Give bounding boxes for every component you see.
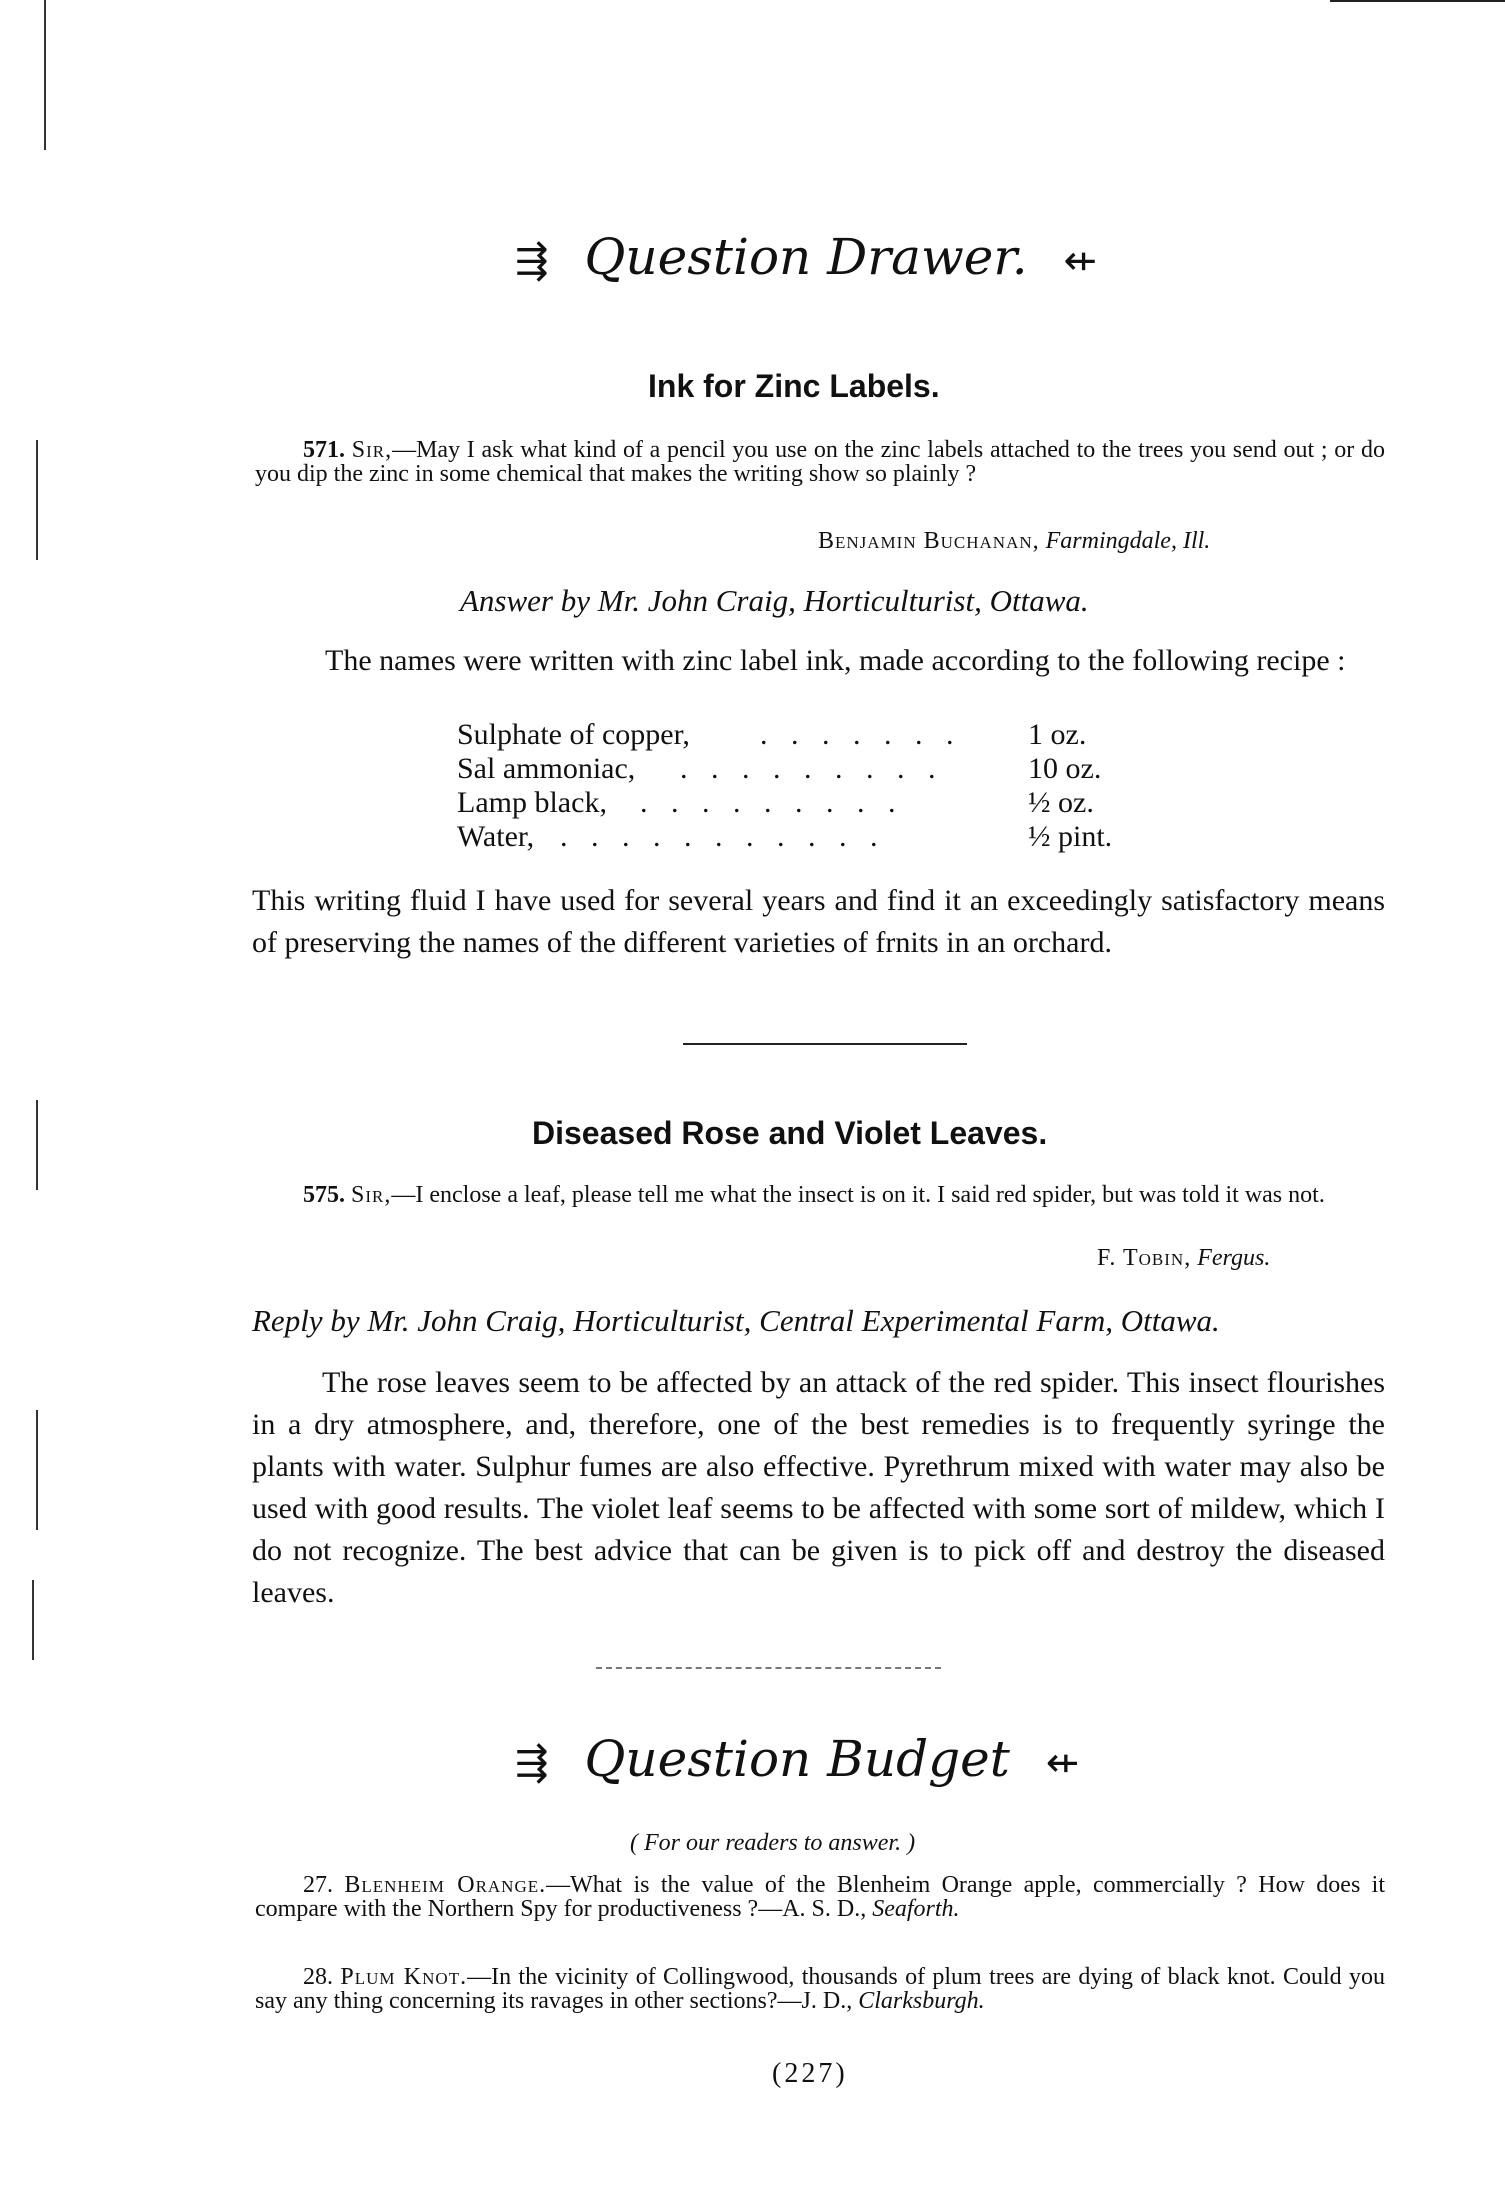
budget-item-number: 28. bbox=[303, 1964, 333, 1990]
question-letter-575 bbox=[255, 1183, 1385, 1207]
recipe-item: Water, bbox=[457, 820, 535, 853]
margin-scan-line bbox=[32, 1580, 34, 1660]
question-salutation: Sir, bbox=[351, 437, 393, 463]
right-ornament-icon: ⇷ bbox=[1063, 238, 1098, 284]
budget-item-heading: Blenheim Orange. bbox=[344, 1872, 547, 1898]
question-text: —I enclose a leaf, please tell me what the insect is on it. I said red spider, but was told it was not. bbox=[391, 1182, 1325, 1208]
reply-body-text: The rose leaves seem to be affected by an attack of the red spider. This insect flourishes in a dry atmosphere, and, therefore, one of the best remedies is to frequently syringe the plants with water. Sulphur fumes are also effective. Pyrethrum mixed with water may also be used with good results. The violet leaf seems to be affected with some sort of mildew, which I do not recognize. The best advice that can be given is to pick off and destroy the diseased leaves. bbox=[252, 1366, 1385, 1609]
right-ornament-icon: ⇷ bbox=[1045, 1740, 1080, 1786]
margin-scan-line bbox=[44, 0, 46, 150]
recipe-quantity: ½ oz. bbox=[1028, 786, 1094, 819]
recipe-leader: . . . . . . . . . bbox=[640, 786, 904, 819]
recipe-quantity: 10 oz. bbox=[1028, 752, 1102, 785]
question-drawer-heading bbox=[515, 228, 1097, 286]
signature-name: F. Tobin, bbox=[1097, 1245, 1192, 1271]
budget-item-text: —What is the value of the Blenheim Orange apple, commercially ? How does it compare with the Northern Spy for productiveness ?—A. S. D., bbox=[255, 1872, 1385, 1922]
budget-item-28 bbox=[255, 1965, 1385, 2013]
question-text: —May I ask what kind of a pencil you use on the zinc labels attached to the trees you send out ; or do you dip the zinc in some chemical that makes the writing show so plainly ? bbox=[255, 437, 1386, 487]
budget-item-heading: Plum Knot. bbox=[340, 1964, 468, 1990]
budget-item-number: 27. bbox=[303, 1872, 333, 1898]
margin-scan-line bbox=[36, 1100, 38, 1190]
left-ornament-icon: ⇶ bbox=[515, 238, 549, 284]
budget-item-place: Clarksburgh. bbox=[858, 1988, 985, 2014]
answer-heading: Answer by Mr. John Craig, Horticulturist, Ottawa. bbox=[460, 583, 1089, 618]
budget-item-27 bbox=[255, 1873, 1385, 1921]
article-title-rose-violet: Diseased Rose and Violet Leaves. bbox=[532, 1115, 1048, 1151]
reply-body bbox=[252, 1362, 1385, 1614]
dotted-divider bbox=[596, 1667, 941, 1670]
question-letter-571 bbox=[255, 438, 1385, 486]
signature-name: Benjamin Buchanan, bbox=[818, 528, 1040, 554]
margin-scan-line bbox=[36, 1410, 38, 1530]
answer-body-text: This writing fluid I have used for several years and find it an exceedingly satisfactory means of preserving the names of the different varieties of frnits in an orchard. bbox=[252, 884, 1385, 959]
budget-item-text: —In the vicinity of Collingwood, thousands of plum trees are dying of black knot. Could you say any thing concerning its ravages in other sections?—J. D., bbox=[255, 1964, 1385, 2014]
answer-intro bbox=[255, 640, 1385, 682]
question-signature bbox=[1097, 1245, 1270, 1272]
recipe-item: Lamp black, bbox=[457, 786, 607, 819]
signature-place: Farmingdale, Ill. bbox=[1045, 528, 1211, 554]
margin-scan-line bbox=[36, 440, 38, 560]
question-signature bbox=[818, 528, 1210, 555]
answer-intro-text: The names were written with zinc label ink, made according to the following recipe : bbox=[325, 644, 1346, 677]
left-ornament-icon: ⇶ bbox=[515, 1740, 549, 1786]
budget-item-place: Seaforth. bbox=[872, 1896, 960, 1922]
question-number: 575. bbox=[303, 1182, 345, 1208]
recipe-quantity: 1 oz. bbox=[1028, 718, 1087, 751]
answer-body bbox=[252, 880, 1385, 964]
recipe-item: Sal ammoniac, bbox=[457, 752, 636, 785]
recipe-leader: . . . . . . . bbox=[760, 718, 962, 751]
question-drawer-title: Question Drawer. bbox=[584, 228, 1028, 286]
article-title-zinc-labels: Ink for Zinc Labels. bbox=[648, 368, 940, 404]
question-number: 571. bbox=[303, 437, 345, 463]
question-budget-subtitle: ( For our readers to answer. ) bbox=[630, 1830, 916, 1856]
question-budget-title: Question Budget bbox=[584, 1730, 1010, 1788]
recipe-leader: . . . . . . . . . . . bbox=[560, 820, 886, 853]
reply-heading: Reply by Mr. John Craig, Horticulturist, Central Experimental Farm, Ottawa. bbox=[252, 1303, 1220, 1338]
signature-place: Fergus. bbox=[1197, 1245, 1271, 1271]
recipe-item: Sulphate of copper, bbox=[457, 718, 690, 751]
top-right-scan-line bbox=[1330, 0, 1505, 2]
section-divider bbox=[683, 1043, 967, 1045]
recipe-quantity: ½ pint. bbox=[1028, 820, 1113, 853]
page-number: (227) bbox=[772, 2058, 848, 2089]
recipe-leader: . . . . . . . . . bbox=[680, 752, 944, 785]
question-salutation: Sir, bbox=[351, 1182, 392, 1208]
question-budget-heading bbox=[515, 1730, 1079, 1788]
